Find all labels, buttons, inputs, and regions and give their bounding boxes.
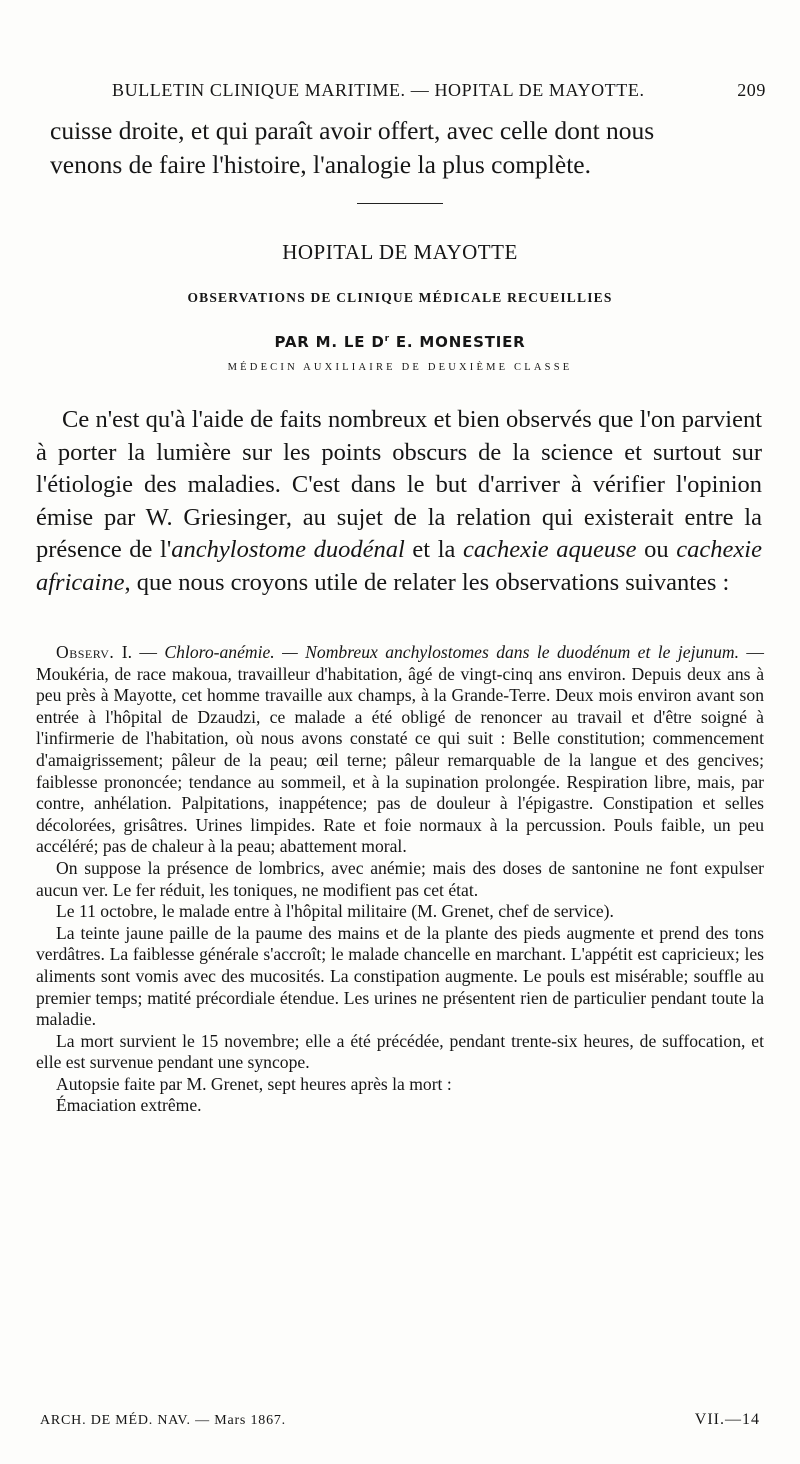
intro-paragraph	[36, 404, 762, 600]
author-prefix: PAR M. LE D	[274, 333, 385, 351]
observation-label: Observ.	[56, 642, 115, 662]
observation-number: I. —	[114, 642, 165, 662]
intro-italic-2: cachexie aqueuse	[462, 536, 637, 564]
observation-paragraph-2: On suppose la présence de lombrics, avec anémie; mais des doses de santonine ne font expulser aucun ver. Le fer réduit, les toniques, ne modifient pas cet état.	[36, 857, 764, 900]
intro-text-2: et la	[404, 536, 463, 564]
intro-text-1: Ce n'est qu'à l'aide de faits nombreux et bien observés que l'on parvient à porter la lumière sur les points obscurs de la science et surtout sur l'étiologie des maladies. C'est dans le but d'arriver à vérifier l'opinion émise par W. Griesinger, au sujet de la relation qui existerait entre la présence de l'	[36, 406, 762, 564]
signature-mark: VII.—14	[694, 1411, 760, 1428]
article-author	[0, 333, 800, 351]
intro-italic-1: anchylostome duodénal	[171, 536, 405, 564]
observation-paragraph-7: Émaciation extrême.	[56, 1095, 202, 1116]
article-subtitle: OBSERVATIONS DE CLINIQUE MÉDICALE RECUEILLIES	[187, 290, 613, 305]
observation-body	[36, 642, 764, 1117]
observation-paragraph-6: Autopsie faite par M. Grenet, sept heures après la mort :	[56, 1073, 452, 1094]
observation-paragraph-1	[36, 642, 764, 858]
intro-text-3: ou	[636, 536, 677, 564]
section-divider	[357, 203, 443, 204]
page-number: 209	[737, 80, 766, 100]
observation-heading: Chloro-anémie. — Nombreux anchylostomes dans le duodénum et le jejunum.	[164, 642, 739, 662]
intro-text-4: , que nous croyons utile de relater les observations suivantes :	[124, 568, 730, 596]
intro-italic-3: cachexie africaine	[36, 536, 762, 596]
article-title: HOPITAL DE MAYOTTE	[282, 240, 518, 264]
page-footer	[40, 1413, 760, 1429]
running-header	[112, 80, 766, 101]
continuation-line-1: cuisse droite, et qui paraît avoir offert, avec celle dont nous	[50, 116, 655, 145]
author-sup: r	[384, 334, 390, 344]
author-name: E. MONESTIER	[395, 333, 526, 351]
continuation-text	[50, 114, 762, 182]
continuation-line-2: venons de faire l'histoire, l'analogie la plus complète.	[50, 150, 591, 179]
observation-paragraph-4: La teinte jaune paille de la paume des mains et de la plante des pieds augmente et prend des tons verdâtres. La faiblesse générale s'accroît; le malade chancelle en marchant. L'appétit est capricieux; les aliments sont vomis avec des mucosités. La constipation augmente. Le pouls est misérable; souffle au premier temps; matité précordiale étendue. Les urines ne présentent rien de particulier pendant toute la maladie.	[36, 922, 764, 1030]
observation-text-1: — Moukéria, de race makoua, travailleur d'habitation, âgé de vingt-cinq ans environ. Depuis deux ans à peu près à Mayotte, cet homme travaille aux champs, à la Grande-Terre. Deux mois environ avant son entrée à l'hôpital de Dzaudzi, ce malade a été obligé de renoncer au travail et d'être soigné à l'infirmerie de l'habitation, où nous avons constaté ce qui suit : Belle constitution; commencement d'amaigrissement; pâleur de la peau; œil terne; pâleur remarquable de la langue et des gencives; faiblesse prononcée; tendance au sommeil, et à la supination prolongée. Respiration libre, mais, par contre, anhélation. Palpitations, inappétence; pas de douleur à l'épigastre. Constipation et selles décolorées, grisâtres. Urines limpides. Rate et foie normaux à la percussion. Pouls faible, un peu accéléré; pas de chaleur à la peau; abattement moral.	[36, 642, 765, 857]
observation-paragraph-3: Le 11 octobre, le malade entre à l'hôpital militaire (M. Grenet, chef de service).	[56, 901, 614, 922]
running-title: BULLETIN CLINIQUE MARITIME. — HOPITAL DE MAYOTTE.	[112, 80, 645, 100]
journal-citation: ARCH. DE MÉD. NAV. — Mars 1867.	[40, 1413, 286, 1428]
observation-paragraph-5: La mort survient le 15 novembre; elle a été précédée, pendant trente-six heures, de suffocation, et elle est survenue pendant une syncope.	[36, 1030, 764, 1073]
author-rank: MÉDECIN AUXILIAIRE DE DEUXIÈME CLASSE	[227, 362, 573, 373]
